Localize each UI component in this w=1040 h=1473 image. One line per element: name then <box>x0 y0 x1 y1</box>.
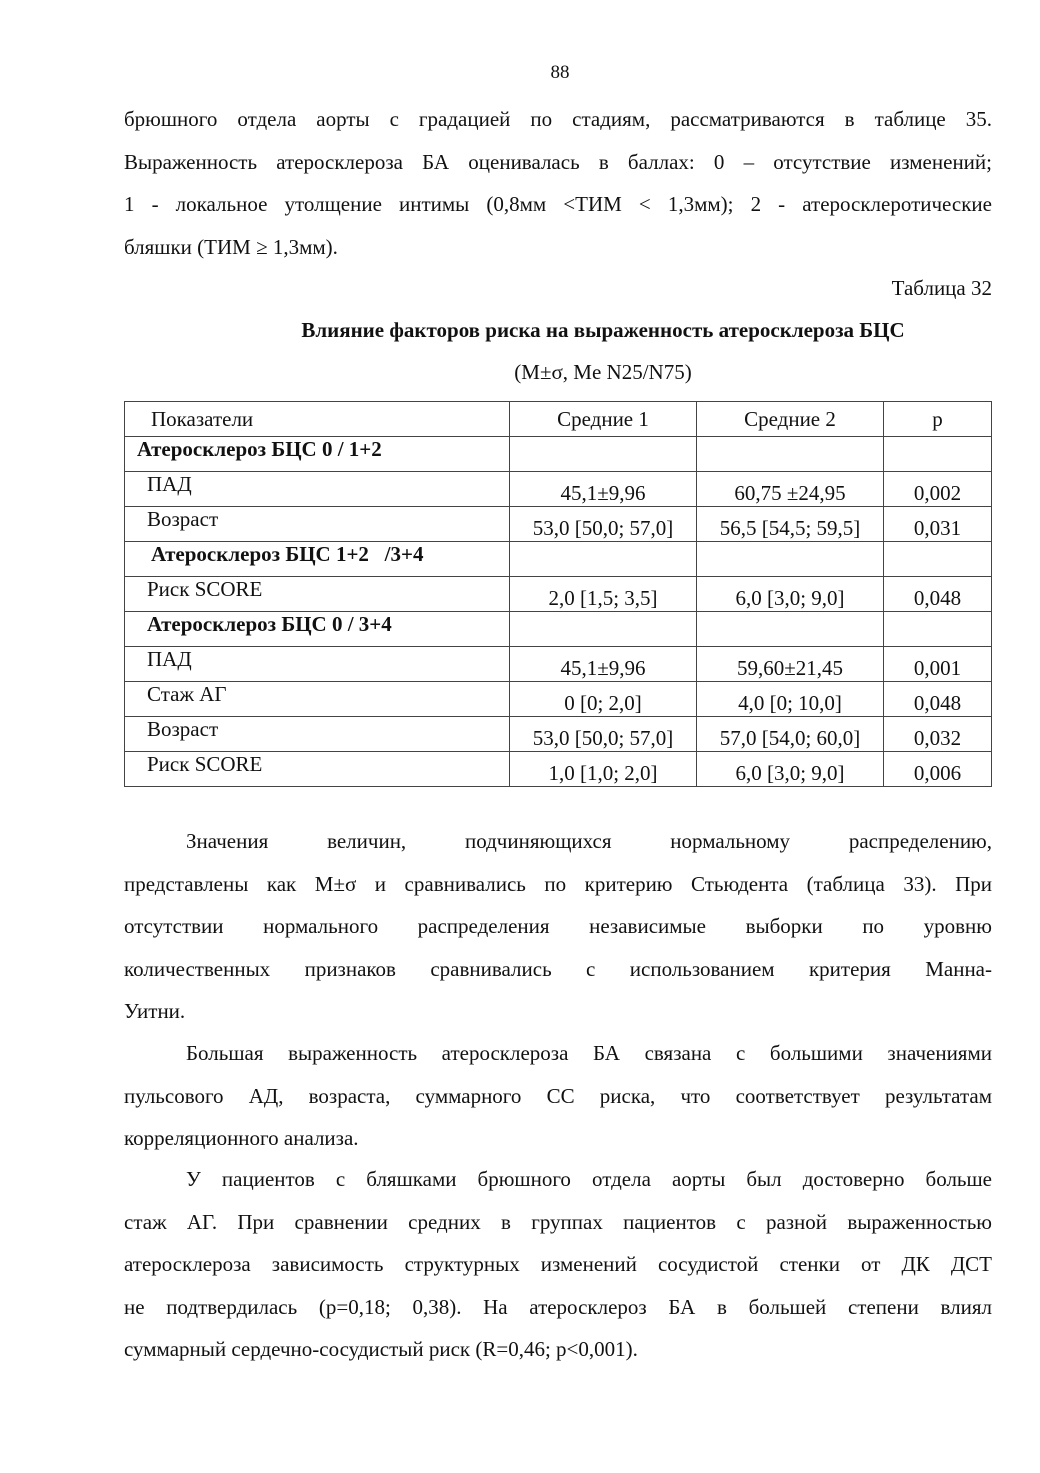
mean2-cell: 59,60±21,45 <box>697 647 884 682</box>
mean2-cell: 4,0 [0; 10,0] <box>697 682 884 717</box>
row-label: ПАД <box>125 472 510 507</box>
table-row <box>125 752 992 787</box>
p-cell: 0,001 <box>884 647 992 682</box>
mean2-cell: 57,0 [54,0; 60,0] <box>697 717 884 752</box>
mean2-cell: 6,0 [3,0; 9,0] <box>697 577 884 612</box>
text-line: бляшки (ТИМ ≥ 1,3мм). <box>124 234 338 259</box>
text-line: представлены как M±σ и сравнивались по критерию Стьюдента (таблица 33). При <box>124 871 992 896</box>
text-line: количественных признаков сравнивались с использованием критерия Манна- <box>124 956 992 981</box>
table-row <box>125 682 992 717</box>
header-cell: Показатели <box>125 402 510 437</box>
p-cell: 0,031 <box>884 507 992 542</box>
group-label: Атеросклероз БЦС 1+2 /3+4 <box>125 542 510 577</box>
mean1-cell: 53,0 [50,0; 57,0] <box>510 507 697 542</box>
table-title: Влияние факторов риска на выраженность атеросклероза БЦС <box>301 318 905 342</box>
row-label: Возраст <box>125 717 510 752</box>
row-label: Риск SCORE <box>125 577 510 612</box>
p-cell: 0,048 <box>884 682 992 717</box>
mean2-cell: 60,75 ±24,95 <box>697 472 884 507</box>
row-label: Стаж АГ <box>125 682 510 717</box>
text-line: 1 - локальное утолщение интимы (0,8мм <ТИМ < 1,3мм); 2 - атеросклеротические <box>124 192 992 216</box>
text-line: стаж АГ. При сравнении средних в группах пациентов с разной выраженностью <box>124 1209 992 1234</box>
page-number: 88 <box>550 62 570 83</box>
text-line: Большая выраженность атеросклероза БА связана с большими значениями <box>186 1041 992 1065</box>
text-line: пульсового АД, возраста, суммарного СС риска, что соответствует результатам <box>124 1083 992 1108</box>
group-row <box>125 612 992 647</box>
p-cell: 0,032 <box>884 717 992 752</box>
mean1-cell: 45,1±9,96 <box>510 647 697 682</box>
p-cell: 0,002 <box>884 472 992 507</box>
table-row <box>125 647 992 682</box>
risk-factors-table <box>124 401 992 787</box>
empty-cell <box>510 612 697 647</box>
text-line: корреляционного анализа. <box>124 1126 359 1150</box>
table-number: Таблица 32 <box>891 276 992 300</box>
mean2-cell: 6,0 [3,0; 9,0] <box>697 752 884 787</box>
mean1-cell: 45,1±9,96 <box>510 472 697 507</box>
row-label: ПАД <box>125 647 510 682</box>
mean1-cell: 1,0 [1,0; 2,0] <box>510 752 697 787</box>
table-subtitle: (M±σ, Me N25/N75) <box>514 360 692 384</box>
table-row <box>125 472 992 507</box>
mean1-cell: 0 [0; 2,0] <box>510 682 697 717</box>
table-header-row <box>125 402 992 437</box>
row-label: Возраст <box>125 507 510 542</box>
group-label: Атеросклероз БЦС 0 / 3+4 <box>125 612 510 647</box>
text-line: брюшного отдела аорты с градацией по стадиям, рассматриваются в таблице 35. <box>124 107 992 131</box>
paragraph-2 <box>124 1032 992 1160</box>
empty-cell <box>884 542 992 577</box>
group-label: Атеросклероз БЦС 0 / 1+2 <box>125 437 510 472</box>
text-line: Уитни. <box>124 999 186 1023</box>
mean2-cell: 56,5 [54,5; 59,5] <box>697 507 884 542</box>
empty-cell <box>510 542 697 577</box>
group-row <box>125 437 992 472</box>
empty-cell <box>697 437 884 472</box>
text-line: не подтвердилась (p=0,18; 0,38). На атеросклероз БА в большей степени влиял <box>124 1294 992 1319</box>
paragraph-1 <box>124 820 992 1033</box>
text-line: отсутствии нормального распределения независимые выборки по уровню <box>124 914 992 938</box>
header-cell: Средние 1 <box>510 402 697 437</box>
empty-cell <box>884 437 992 472</box>
text-line: Значения величин, подчиняющихся нормальному распределению, <box>186 829 992 853</box>
empty-cell <box>884 612 992 647</box>
row-label: Риск SCORE <box>125 752 510 787</box>
text-line: атеросклероза зависимость структурных изменений сосудистой стенки от ДК ДСТ <box>124 1252 992 1276</box>
empty-cell <box>510 437 697 472</box>
empty-cell <box>697 542 884 577</box>
header-cell: p <box>884 402 992 437</box>
text-line: У пациентов с бляшками брюшного отдела аорты был достоверно больше <box>186 1167 992 1191</box>
p-cell: 0,006 <box>884 752 992 787</box>
empty-cell <box>697 612 884 647</box>
group-row <box>125 542 992 577</box>
text-line: Выраженность атеросклероза БА оценивалась в баллах: 0 – отсутствие изменений; <box>124 149 992 174</box>
mean1-cell: 53,0 [50,0; 57,0] <box>510 717 697 752</box>
table-row <box>125 577 992 612</box>
table-row <box>125 507 992 542</box>
intro-paragraph <box>124 98 992 268</box>
mean1-cell: 2,0 [1,5; 3,5] <box>510 577 697 612</box>
text-line: суммарный сердечно-сосудистый риск (R=0,46; p<0,001). <box>124 1337 638 1361</box>
table-row <box>125 717 992 752</box>
paragraph-3 <box>124 1158 992 1371</box>
header-cell: Средние 2 <box>697 402 884 437</box>
p-cell: 0,048 <box>884 577 992 612</box>
